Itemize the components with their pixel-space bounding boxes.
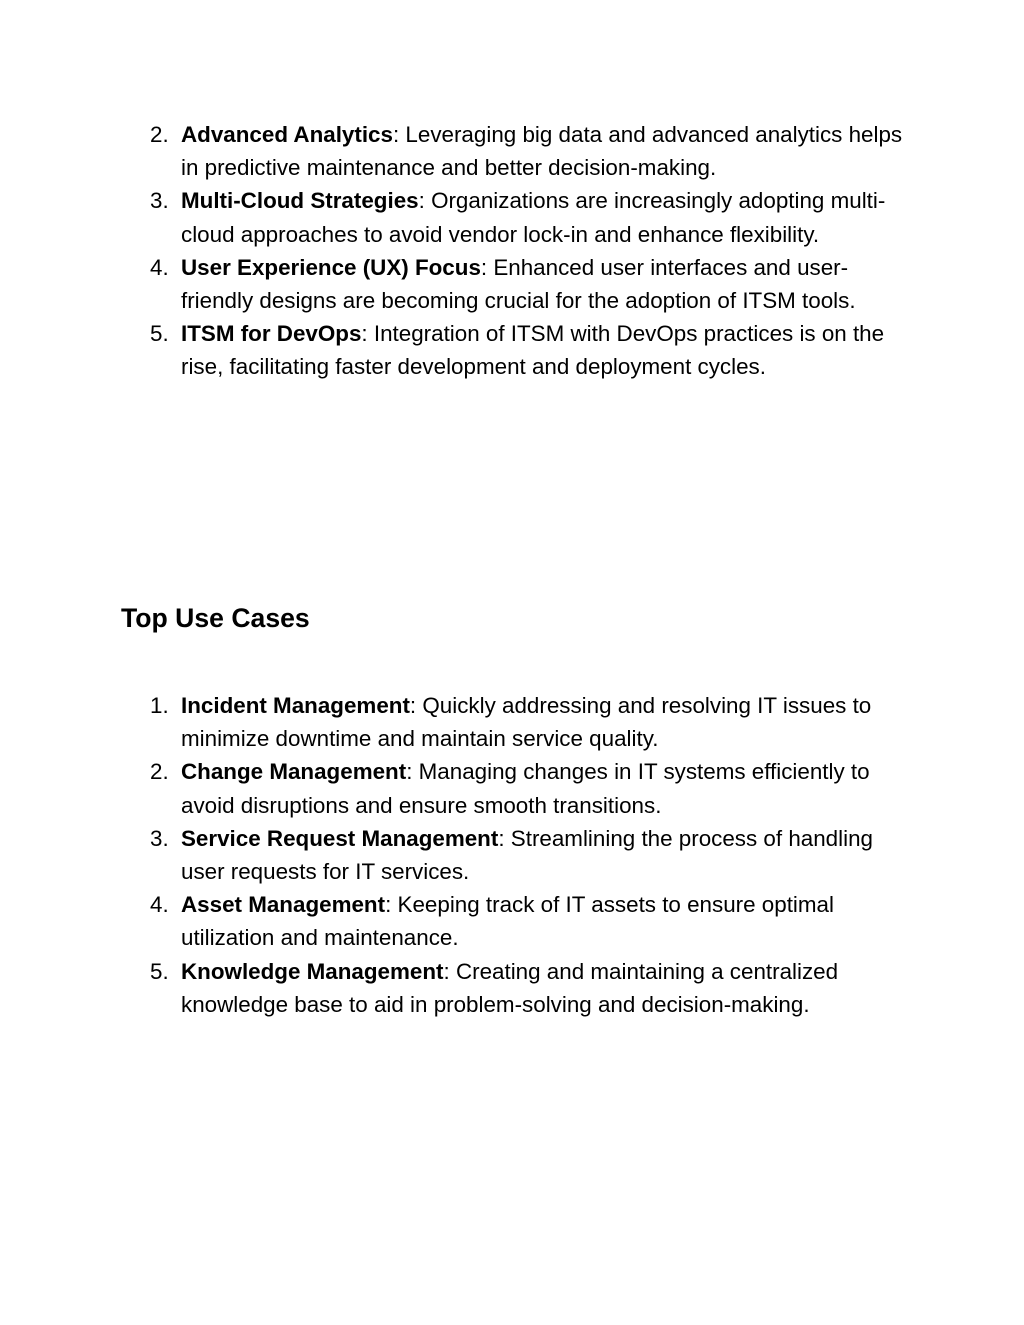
list-item-text: Leveraging big data and advanced analytics helps in predictive maintenance and better decision-making. — [181, 122, 903, 181]
list-item-text: Quickly addressing and resolving IT issues to minimize downtime and maintain service quality. — [181, 693, 872, 752]
list-item-text: Integration of ITSM with DevOps practices is on the rise, facilitating faster development and deployment cycles. — [181, 321, 885, 380]
list-item-term: Multi-Cloud Strategies — [181, 188, 419, 214]
list-item — [150, 184, 920, 250]
list-item-separator: : — [498, 825, 505, 851]
list-item-text: Organizations are increasingly adopting multi-cloud approaches to avoid vendor lock-in and enhance flexibility. — [181, 188, 886, 247]
list-item-number: 4. — [150, 254, 169, 280]
list-item-term: Knowledge Management — [181, 958, 444, 984]
list-item-number: 4. — [150, 892, 169, 918]
list-item-term: Incident Management — [181, 693, 410, 718]
list-item-separator: : — [480, 254, 488, 280]
list-item-term: User Experience (UX) Focus — [181, 254, 481, 280]
list-item — [150, 955, 920, 1021]
list-item-term: Change Management — [181, 759, 407, 785]
list-item-number: 2. — [150, 122, 169, 147]
list-item-term: Asset Management — [181, 892, 386, 918]
list-item-text: Creating and maintaining a centralized knowledge base to aid in problem-solving and decision-making. — [181, 958, 839, 1017]
list-item-term: Advanced Analytics — [181, 122, 393, 147]
list-item — [150, 888, 920, 954]
list-item-term: Service Request Management — [181, 825, 499, 851]
list-item-separator: : — [443, 958, 450, 984]
list-item-text: Keeping track of IT assets to ensure optimal utilization and maintenance. — [181, 892, 834, 951]
list-item-number: 2. — [150, 759, 169, 785]
list-item-separator: : — [406, 759, 413, 785]
list-item-number: 5. — [150, 958, 169, 984]
list-item — [150, 689, 920, 755]
list-item-separator: : — [385, 892, 392, 918]
list-item-term: ITSM for DevOps — [181, 321, 362, 347]
list-item-number: 3. — [150, 188, 169, 214]
list-item-text: Managing changes in IT systems efficiently to avoid disruptions and ensure smooth transitions. — [181, 759, 870, 818]
list-item-separator: : — [392, 122, 400, 147]
list-item — [150, 822, 920, 888]
use-cases-list — [150, 689, 920, 1021]
list-item-text: Streamlining the process of handling user requests for IT services. — [181, 825, 873, 885]
section-heading: Top Use Cases — [121, 603, 310, 633]
list-item-separator: : — [418, 188, 425, 214]
list-item-separator: : — [361, 321, 368, 347]
list-item — [150, 251, 920, 317]
list-item-number: 3. — [150, 825, 169, 851]
list-item-separator: : — [409, 693, 417, 718]
list-item-number: 5. — [150, 321, 169, 347]
list-item-text: Enhanced user interfaces and user-friendly designs are becoming crucial for the adoption of ITSM tools. — [181, 254, 856, 314]
list-item — [150, 118, 920, 184]
list-item-number: 1. — [150, 693, 169, 718]
list-item — [150, 317, 920, 383]
trends-list — [150, 118, 920, 384]
list-item — [150, 755, 920, 821]
